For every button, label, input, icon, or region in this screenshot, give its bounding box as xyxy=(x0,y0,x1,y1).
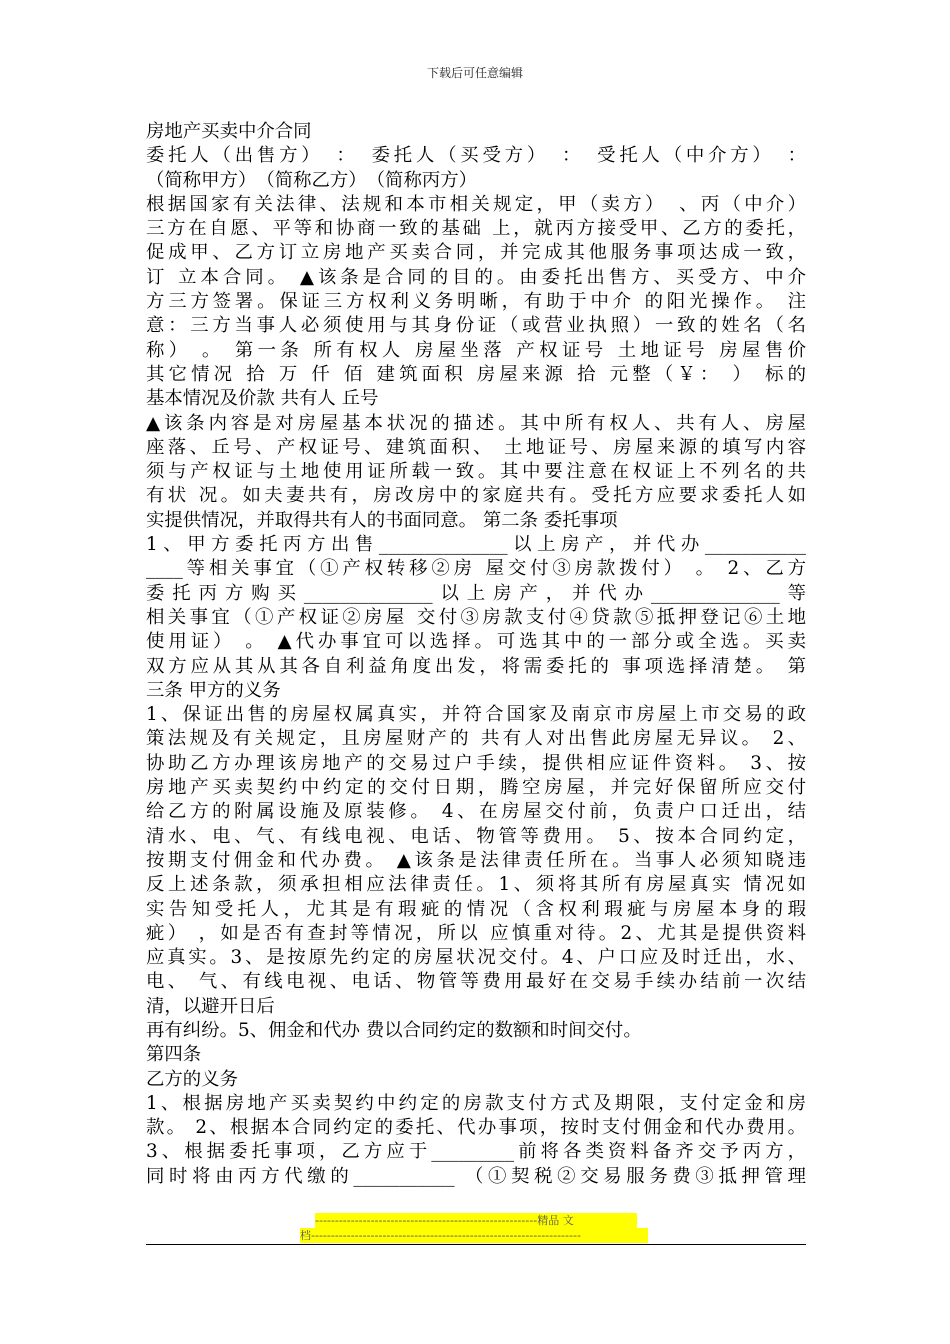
footer-divider xyxy=(146,1244,806,1245)
text-line: 3、根据委托事项，乙方应于_________前将各类资料备齐交予丙方， xyxy=(146,1141,806,1163)
text-line: 相关事宜（①产权证②房屋 交付③房款支付④贷款⑤抵押登记⑥土地 xyxy=(146,606,806,628)
text-line: 须与产权证与土地使用证所载一致。其中要注意在权证上不列名的共 xyxy=(146,461,806,483)
text-line: 订 立本合同。 ▲该条是合同的目的。由委托出售方、买受方、中介 xyxy=(146,266,806,288)
text-line: 方三方签署。保证三方权利义务明晰，有助于中介 的阳光操作。 注 xyxy=(146,291,806,313)
text-line: 协助乙方办理该房地产的交易过户手续，提供相应证件资料。 3、按 xyxy=(146,752,806,774)
text-line: 清水、电、气、有线电视、电话、物管等费用。 5、按本合同约定， xyxy=(146,825,806,847)
text-line: 三方在自愿、平等和协商一致的基础 上，就丙方接受甲、乙方的委托， xyxy=(146,218,806,240)
text-line: 房地产买卖中介合同 xyxy=(146,121,312,142)
text-line: 给乙方的附属设施及原装修。 4、在房屋交付前，负责户口迁出，结 xyxy=(146,801,806,823)
text-line: 双方应从其从其各自利益角度出发，将需委托的 事项选择清楚。 第 xyxy=(146,655,806,677)
text-line: 有状 况。如夫妻共有，房改房中的家庭共有。受托方应要求委托人如 xyxy=(146,485,806,507)
text-line: 1、根据房地产买卖契约中约定的房款支付方式及期限，支付定金和房 xyxy=(146,1092,806,1114)
footer-banner xyxy=(300,1213,650,1243)
text-line: （简称甲方） （简称乙方） （简称丙方） xyxy=(146,169,478,191)
text-line: 反上述条款，须承担相应法律责任。1、须将其所有房屋真实 情况如 xyxy=(146,874,806,896)
text-line: 第四条 xyxy=(146,1044,202,1066)
text-line: 称） 。 第一条 所有权人 房屋坐落 产权证号 土地证号 房屋售价 xyxy=(146,339,806,361)
text-line: 使用证） 。 ▲代办事宜可以选择。可选其中的一部分或全选。买卖 xyxy=(146,631,806,653)
text-line: 实提供情况，并取得共有人的书面同意。 第二条 委托事项 xyxy=(146,509,618,531)
text-line: 座落、丘号、产权证号、建筑面积、 土地证号、房屋来源的填写内容 xyxy=(146,436,806,458)
text-line: 基本情况及价款 共有人 丘号 xyxy=(146,388,379,410)
page-header: 下载后可任意编辑 xyxy=(426,66,523,80)
text-line: ____等相关事宜（①产权转移②房 屋交付③房款拨付） 。 2、乙方 xyxy=(146,558,806,580)
footer-banner-line-1: --------------------------------------------------------精品 文 xyxy=(315,1213,637,1228)
text-line: 款。 2、根据本合同约定的委托、代办事项，按时支付佣金和代办费用。 xyxy=(146,1117,806,1139)
text-line: 委托人（出售方） ： 委托人（买受方） ： 受托人（中介方） ： xyxy=(146,145,806,167)
text-line: 实告知受托人，尤其是有瑕疵的情况（含权利瑕疵与房屋本身的瑕 xyxy=(146,898,806,920)
text-line: 其它情况 拾 万 仟 佰 建筑面积 房屋来源 拾 元整（￥： ） 标的 xyxy=(146,363,806,385)
text-line: 同时将由丙方代缴的___________ （①契税②交易服务费③抵押管理 xyxy=(146,1165,806,1187)
footer-banner-line-2: 档-------------------------------------------------------------------- xyxy=(300,1228,648,1243)
text-line: 疵） ，如是否有查封等情况，所以 应慎重对待。2、尤其是提供资料 xyxy=(146,922,806,944)
text-line: 三条 甲方的义务 xyxy=(146,679,281,701)
text-line: 策法规及有关规定，且房屋财产的 共有人对出售此房屋无异议。 2、 xyxy=(146,728,806,750)
text-line: 意：三方当事人必须使用与其身份证（或营业执照）一致的姓名（名 xyxy=(146,315,806,337)
text-line: 乙方的义务 xyxy=(146,1068,238,1090)
text-line: 房地产买卖契约中约定的交付日期，腾空房屋，并完好保留所应交付 xyxy=(146,777,806,799)
text-line: ▲该条内容是对房屋基本状况的描述。其中所有权人、共有人、房屋 xyxy=(146,412,806,434)
document-body xyxy=(146,120,806,1189)
text-line: 清，以避开日后 xyxy=(146,995,275,1017)
text-line: 电、 气、有线电视、电话、物管等费用最好在交易手续办结前一次结 xyxy=(146,971,806,993)
text-line: 1、保证出售的房屋权属真实，并符合国家及南京市房屋上市交易的政 xyxy=(146,704,806,726)
text-line: 委托丙方购买______________以上房产，并代办______________等 xyxy=(146,582,806,604)
text-line: 按期支付佣金和代办费。 ▲该条是法律责任所在。当事人必须知晓违 xyxy=(146,849,806,871)
text-line: 应真实。3、是按原先约定的房屋状况交付。4、户口应及时迁出，水、 xyxy=(146,947,806,969)
text-line: 促成甲、乙方订立房地产买卖合同，并完成其他服务事项达成一致， xyxy=(146,242,806,264)
text-line: 根据国家有关法律、法规和本市相关规定，甲（卖方） 、丙（中介） xyxy=(146,193,806,215)
text-line: 1、甲方委托丙方出售______________以上房产，并代办___________ xyxy=(146,534,806,556)
text-line: 再有纠纷。5、佣金和代办 费以合同约定的数额和时间交付。 xyxy=(146,1019,642,1041)
